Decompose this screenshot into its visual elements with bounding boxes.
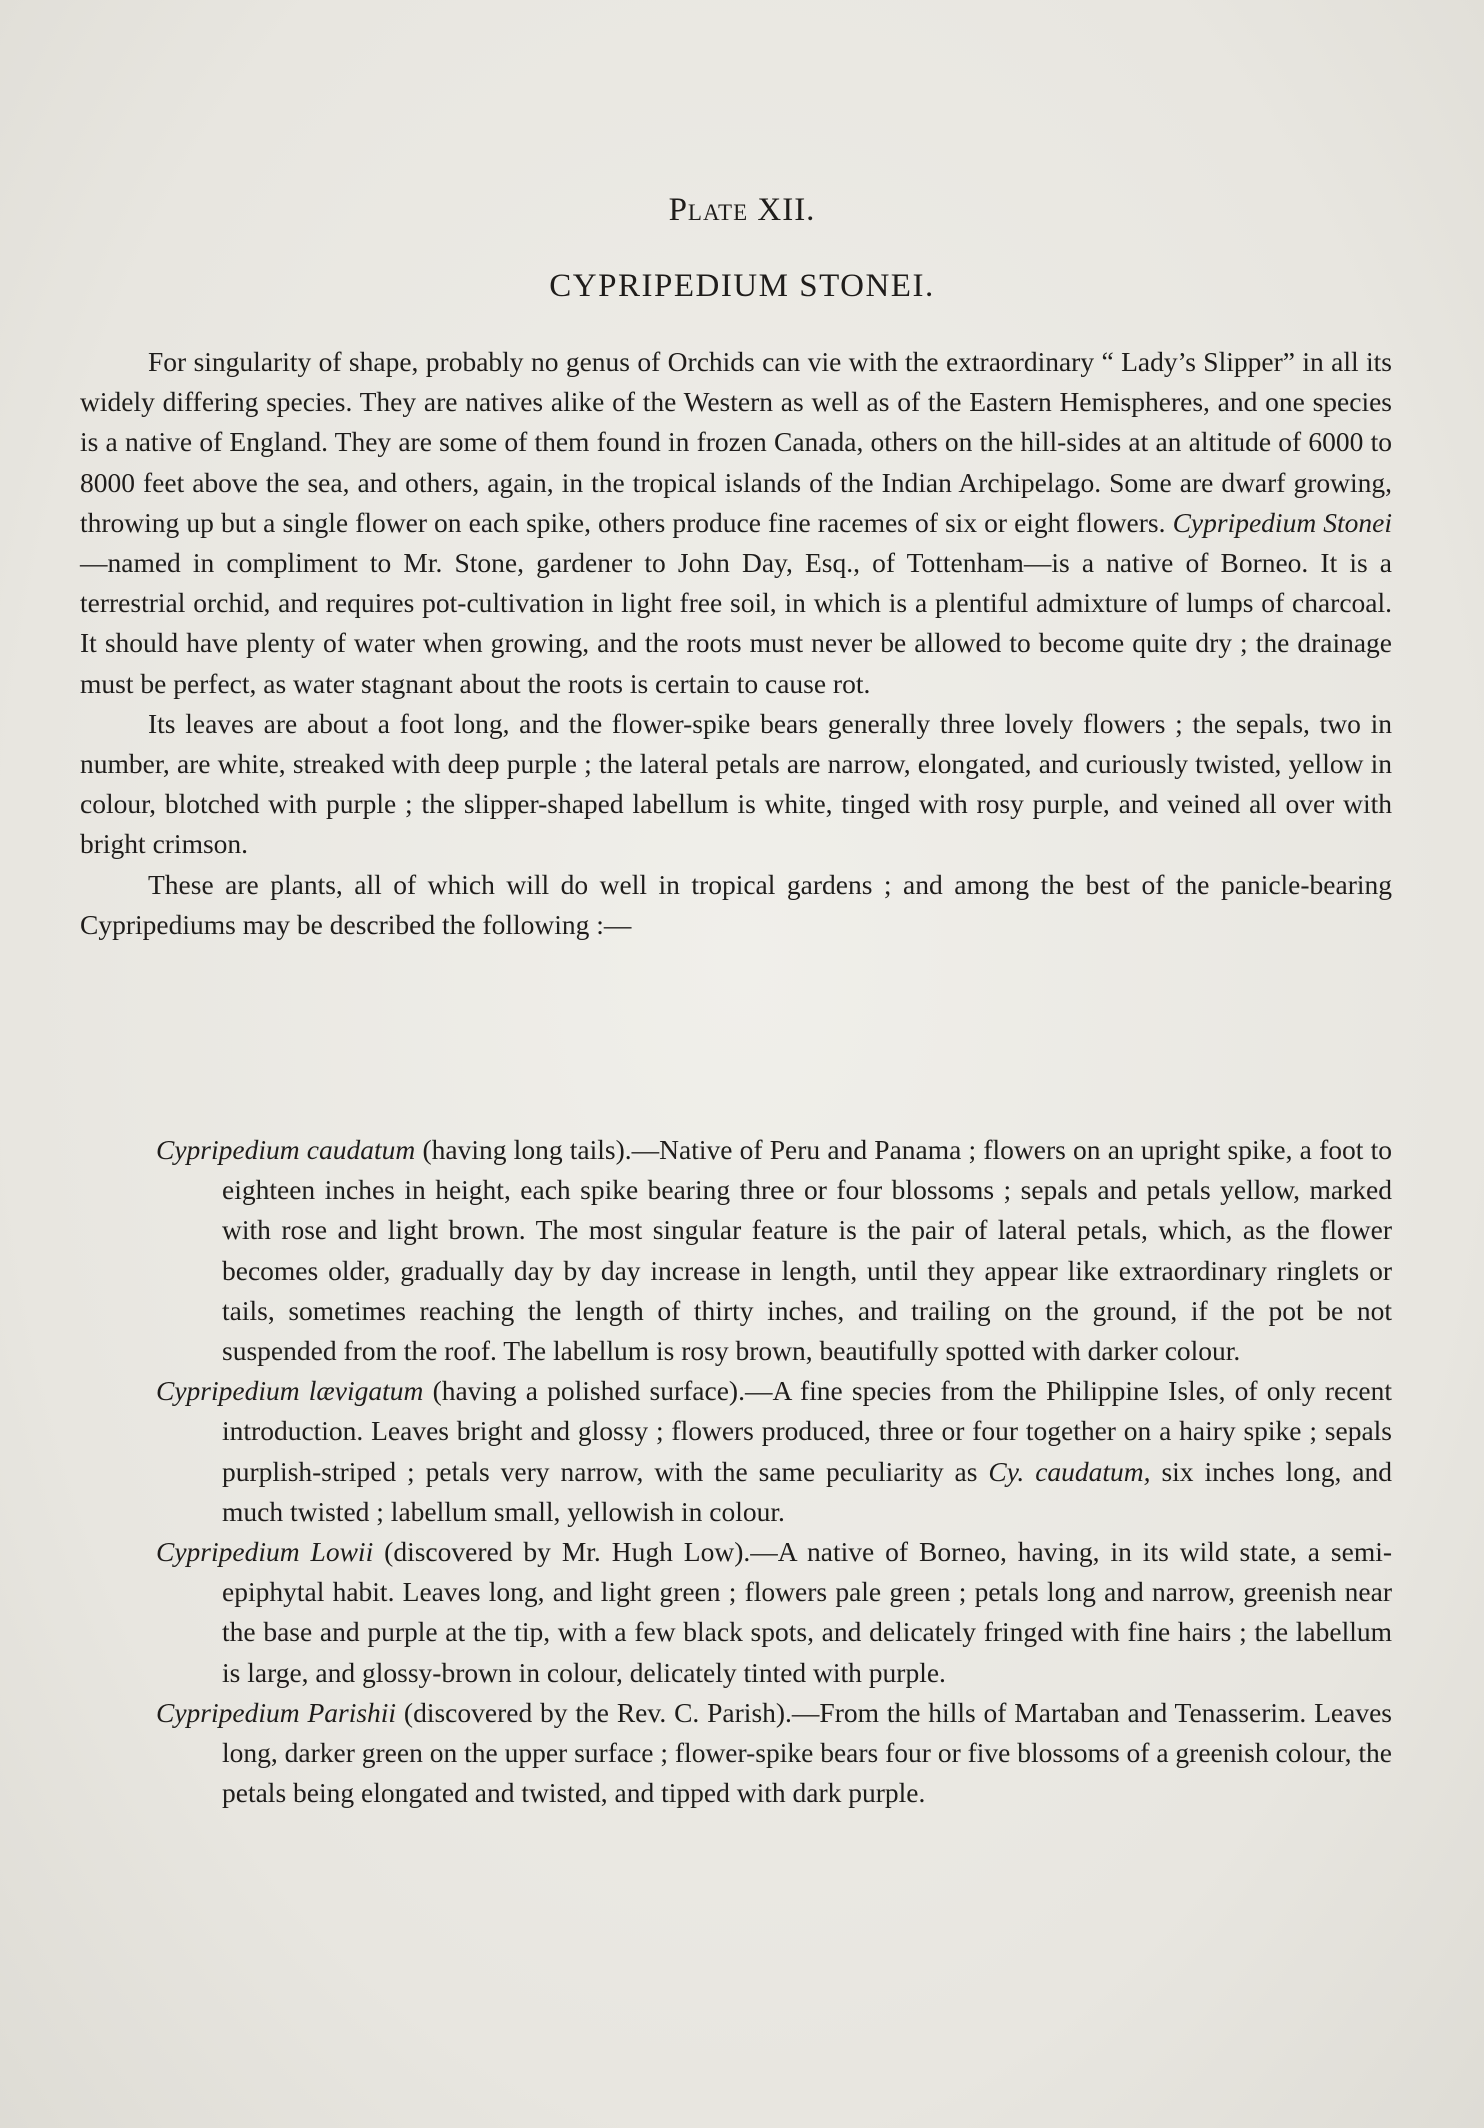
- page-title: CYPRIPEDIUM STONEI.: [549, 268, 935, 304]
- paragraph-1-text-a: For singularity of shape, probably no genus of Orchids can vie with the extraordinary “ Lady’s Slipper” in all its widely differing species. They are natives alike of the Western as well as of the Eastern Hemispheres, and one species is a native of England. They are some of them found in frozen Canada, others on the hill-sides at an altitude of 6000 to 8000 feet above the sea, and others, again, in the tropical islands of the Indian Archipelago. Some are dwarf growing, throwing up but a single flower on each spike, others produce fine racemes of six or eight flowers.: [80, 346, 1392, 538]
- species-description: (having a polished surface).—A fine species from the Philippine Isles, of only recent introduction. Leaves bright and glossy ; flowers produced, three or four together on a hairy spike ; sepals purplish-striped ; petals very narrow, with the same peculiarity as: [222, 1375, 1392, 1487]
- paragraph-1: [80, 342, 1392, 704]
- plate-label: Plate XII.: [668, 192, 816, 228]
- species-description: (having long tails).—Native of Peru and Panama ; flowers on an upright spike, a foot to eighteen inches in height, each spike bearing three or four blossoms ; sepals and petals yellow, marked with rose and light brown. The most singular feature is the pair of lateral petals, which, as the flower becomes older, gradually day by day increase in length, until they appear like extraordinary ringlets or tails, sometimes reaching the length of thirty inches, and trailing on the ground, if the pot be not suspended from the roof. The labellum is rosy brown, beautifully spotted with darker colour.: [222, 1134, 1392, 1367]
- species-reference: Cy. caudatum,: [988, 1455, 1151, 1487]
- species-entry-lowii: [156, 1532, 1393, 1693]
- species-name: Cypripedium caudatum: [156, 1134, 416, 1165]
- species-name: Cypripedium Parishii: [156, 1696, 397, 1728]
- paragraph-1-text-b: —named in compliment to Mr. Stone, gardener to John Day, Esq., of Tottenham—is a native of Borneo. It is a terrestrial orchid, and requires pot-cultivation in light free soil, in which is a plentiful admixture of lumps of charcoal. It should have plenty of water when growing, and the roots must never be allowed to become quite dry ; the drainage must be perfect, as water stagnant about the roots is certain to cause rot.: [80, 547, 1392, 699]
- species-entry-parishii: [156, 1693, 1392, 1814]
- species-entry-caudatum: [156, 1130, 1392, 1371]
- species-description: (discovered by the Rev. C. Parish).—From the hills of Martaban and Tenasserim. Leaves long, darker green on the upper surface ; flower-spike bears four or five blossoms of a greenish colour, the petals being elongated and twisted, and tipped with dark purple.: [222, 1696, 1392, 1809]
- species-list: [156, 1130, 1392, 1813]
- species-description-end: six inches long, and much twisted ; labellum small, yellowish in colour.: [222, 1455, 1392, 1527]
- species-name: Cypripedium lævigatum: [156, 1375, 424, 1407]
- species-name: Cypripedium Lowii: [156, 1536, 374, 1568]
- species-name-stonei: Cypripedium Stonei: [1172, 506, 1392, 538]
- paragraph-3: These are plants, all of which will do well in tropical gardens ; and among the best of the panicle-bearing Cypripediums may be described the following :—: [80, 868, 1392, 940]
- species-description: (discovered by Mr. Hugh Low).—A native of Borneo, having, in its wild state, a semi-epiphytal habit. Leaves long, and light green ; flowers pale green ; petals long and narrow, greenish near the base and purple at the tip, with a few black spots, and delicately fringed with fine hairs ; the labellum is large, and glossy-brown in colour, delicately tinted with purple.: [222, 1536, 1393, 1688]
- species-entry-laevigatum: [156, 1371, 1392, 1532]
- intro-text: [80, 342, 1392, 945]
- paragraph-2: Its leaves are about a foot long, and the flower-spike bears generally three lovely flowers ; the sepals, two in number, are white, streaked with deep purple ; the lateral petals are narrow, elongated, and curiously twisted, yellow in colour, blotched with purple ; the slipper-shaped labellum is white, tinged with rosy purple, and veined all over with bright crimson.: [80, 707, 1392, 860]
